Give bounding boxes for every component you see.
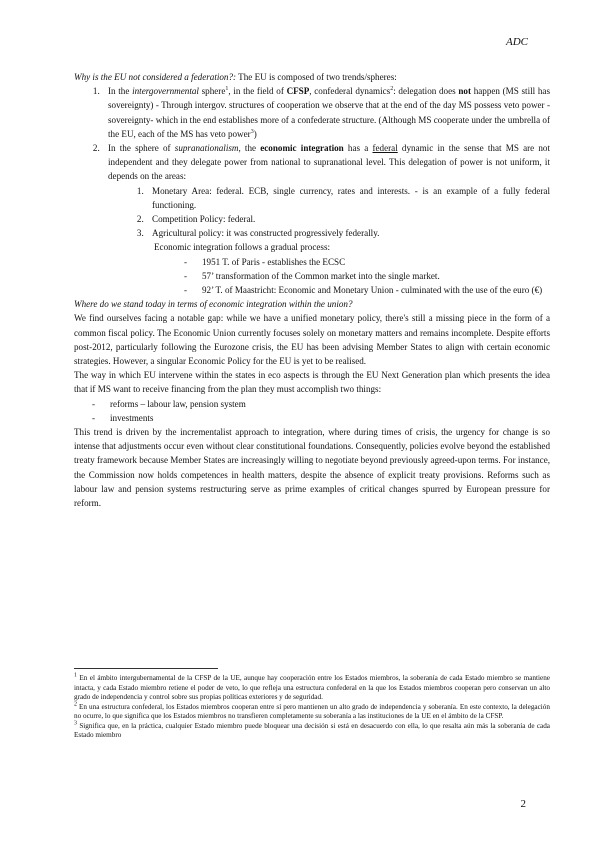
thing-item: - reforms – labour law, pension system <box>92 397 550 411</box>
timeline-list <box>108 255 550 298</box>
paragraph-1: We find ourselves facing a notable gap: while we have a unified monetary policy, there's still a missing piece in the form of a common fiscal policy. The Economic Union currently focuses solely on monetary matters and remains incomplete. Despite efforts post-2012, particularly following the Eurozone crisis, the EU has been advising Member States to align with certain economic strategies. However, a singular Economic Policy for the EU is yet to be realised. <box>74 313 550 367</box>
paragraph-2: The way in which EU intervene within the states in eco aspects is through the EU Next Generation plan which presents the idea that if MS want to receive financing from the plan they must accomplish two things: <box>74 370 550 395</box>
timeline-item: - 1951 T. of Paris - establishes the ECSC <box>184 255 550 269</box>
footnotes <box>74 674 550 741</box>
timeline-item: - 92’ T. of Maastricht: Economic and Monetary Union - culminated with the use of the euro (€) <box>184 283 550 297</box>
economic-integration-term: economic integration <box>260 143 344 154</box>
cfsp-term: CFSP <box>286 86 310 97</box>
question-2: Where do we stand today in terms of economic integration within the union? <box>74 299 353 310</box>
question-1-text: Why is the EU not considered a federation?: <box>74 72 237 82</box>
area-item: 1. Monetary Area: federal. ECB, single currency, rates and interests. - is an example of a fully federal functioning. <box>146 184 550 212</box>
intergovernmental-term: intergovernmental <box>132 86 199 97</box>
supranationalism-term: supranationalism <box>174 143 239 154</box>
document-body <box>74 70 550 510</box>
footnote-ref-1[interactable]: 1 <box>225 86 229 93</box>
spheres-list <box>74 84 550 297</box>
footnote-1: $^1$ En el ámbito intergubernamental de la CFSP de la UE, aunque hay cooperación entre los Estados miembros, la soberanía de cada Estado miembro se mantiene intacta, y cada Estado miembro retiene el poder de veto, lo que refleja una estructura confederal en la que los Estados miembros cooperan pero conservan un alto grado de independencia y control sobre sus propias políticas exteriores y de seguridad. <box>74 672 550 701</box>
sphere-item-1: 1. In the intergovernmental sphere$^1$, in the field of CFSP, confederal dynamics$^2$: delegation does not happen (MS still has sovereignty) - Through intergov. structures of cooperation we observe that at the end of the day MS possess veto power -sovereignty- which in the end establishes more of a confederate structure. (Although MS cooperate under the umbrella of the EU, each of the MS has veto power$^3$) <box>102 84 550 141</box>
footnote-2: $^2$ En una estructura confederal, los Estados miembros cooperan entre sí pero mantienen un alto grado de independencia y soberanía. En este contexto, la delegación no ocurre, lo que significa que los Estados miembros no transfieren completamente su soberanía a las instituciones de la UE en el ámbito de la CFSP. <box>74 701 550 720</box>
footnote-3: $^3$ Significa que, en la práctica, cualquier Estado miembro puede bloquear una decisión si está en desacuerdo con ella, lo que resalta aún más la soberanía de cada Estado miembro <box>74 720 550 739</box>
question-1 <box>74 70 550 84</box>
page-number: 2 <box>520 798 526 810</box>
area-item: 2. Competition Policy: federal. <box>146 212 550 226</box>
areas-list <box>108 184 550 241</box>
footnote-ref-3[interactable]: 3 <box>250 128 254 135</box>
timeline-item: - 57’ transformation of the Common market into the single market. <box>184 269 550 283</box>
paragraph-3: This trend is driven by the incrementalist approach to integration, where during times of crisis, the urgency for change is so intense that adjustments occur even without clear constitutional foundations. Consequently, policies evolve beyond the established treaty framework because Member States are increasingly willing to negotiate beyond previously agreed-upon terms. For instance, the Commission now holds competences in health matters, despite the absence of explicit treaty provisions. Reforms such as labour law and pension systems restructuring serve as prime examples of critical changes spurred by European pressure for reform. <box>74 427 550 509</box>
footnote-ref-2[interactable]: 2 <box>390 86 394 93</box>
federal-term: federal <box>372 143 398 154</box>
header-initials: ADC <box>506 36 528 48</box>
footnote-divider <box>74 668 218 669</box>
things-list <box>74 397 550 425</box>
gradual-process-text: Economic integration follows a gradual process: <box>154 242 331 253</box>
sphere-item-2: 2. In the sphere of supranationalism, the economic integration has a federal dynamic in the sense that MS are not independent and they delegate power from national to supranational level. This delegation of power is not uniform, it depends on the areas: 1. Monetary Area: federal. ECB, single currency, rates and interests. - is an example of a fully federal functioning. 2. Competition Policy: federal. 3. Agricultural policy: it was constructed progressively federally. Economic integration follows a gradual process: - 1951 T. of Paris - establishes the ECSC - 57’ transformation of the Common market into the single market. - 92’ T. of Maastricht: Economic and Monetary Union - culminated with the use of the euro (€) <box>102 141 550 297</box>
area-item: 3. Agricultural policy: it was constructed progressively federally. <box>146 226 550 240</box>
question-1-answer: The EU is composed of two trends/spheres: <box>236 72 397 82</box>
thing-item: - investments <box>92 411 550 425</box>
